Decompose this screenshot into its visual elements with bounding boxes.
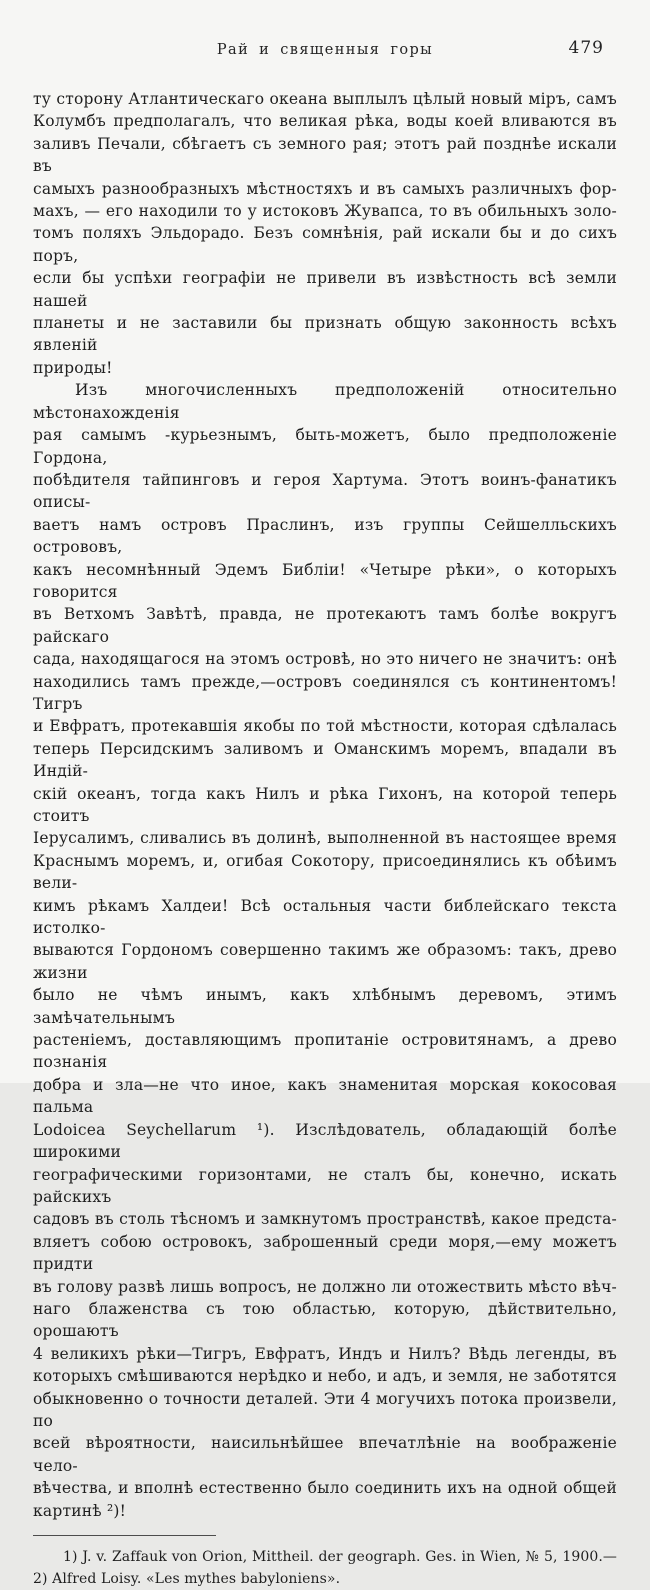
text-line: сада, находящагося на этомъ островѣ, но это ничего не значитъ: онѣ (33, 648, 617, 670)
text-line: кимъ рѣкамъ Халдеи! Всѣ остальныя части библейскаго текста истолко- (33, 895, 617, 940)
running-title: Рай и священныя горы (33, 42, 617, 59)
text-line: томъ поляхъ Эльдорадо. Безъ сомнѣнія, рай искали бы и до сихъ поръ, (33, 222, 617, 267)
text-line: ту сторону Атлантическаго океана выплылъ цѣлый новый міръ, самъ (33, 88, 617, 110)
text-line: самыхъ разнообразныхъ мѣстностяхъ и въ самыхъ различныхъ фор- (33, 178, 617, 200)
text-line: вываются Гордономъ совершенно такимъ же образомъ: такъ, древо жизни (33, 939, 617, 984)
text-line: растеніемъ, доставляющимъ пропитаніе островитянамъ, а древо познанія (33, 1029, 617, 1074)
text-line: скій океанъ, тогда какъ Нилъ и рѣка Гихонъ, на которой теперь стоитъ (33, 783, 617, 828)
text-line: 4 великихъ рѣки—Тигръ, Евфратъ, Индъ и Нилъ? Вѣдь легенды, въ (33, 1343, 617, 1365)
text-line: 1) J. v. Zaffauk von Orion, Mittheil. der geograph. Ges. in Wien, № 5, 1900.— (33, 1547, 617, 1569)
text-line: Изъ многочисленныхъ предположеній относительно мѣстонахожденія (33, 379, 617, 424)
text-line: Колумбъ предполагалъ, что великая рѣка, воды коей вливаются въ (33, 110, 617, 132)
text-line: всей вѣроятности, наисильнѣйшее впечатлѣніе на воображеніе чело- (33, 1432, 617, 1477)
text-line: Lodoicea Seychellarum ¹). Изслѣдователь, обладающій болѣе широкими (33, 1119, 617, 1164)
text-line: планеты и не заставили бы признать общую законность всѣхъ явленій (33, 312, 617, 357)
text-line: въ голову развѣ лишь вопросъ, не должно ли отожествить мѣсто вѣч- (33, 1276, 617, 1298)
text-line: въ Ветхомъ Завѣтѣ, правда, не протекаютъ тамъ болѣе вокругъ райскаго (33, 603, 617, 648)
text-line: побѣдителя тайпинговъ и героя Хартума. Этотъ воинъ-фанатикъ описы- (33, 469, 617, 514)
text-line: махъ, — его находили то у истоковъ Жувапса, то въ обильныхъ золо- (33, 200, 617, 222)
text-line: вѣчества, и вполнѣ естественно было соединить ихъ на одной общей (33, 1477, 617, 1499)
text-line: теперь Персидскимъ заливомъ и Оманскимъ моремъ, впадали въ Индій- (33, 738, 617, 783)
text-line: обыкновенно о точности деталей. Эти 4 могучихъ потока произвели, по (33, 1388, 617, 1433)
text-line: находились тамъ прежде,—островъ соединялся съ континентомъ! Тигръ (33, 671, 617, 716)
page-header (33, 42, 617, 59)
text-line: географическими горизонтами, не сталъ бы, конечно, искать райскихъ (33, 1164, 617, 1209)
text-line: Іерусалимъ, сливались въ долинѣ, выполненной въ настоящее время (33, 827, 617, 849)
text-line: 2) Alfred Loisy. «Les mythes babyloniens». (33, 1569, 617, 1590)
text-line: какъ несомнѣнный Эдемъ Библіи! «Четыре рѣки», о которыхъ говорится (33, 559, 617, 604)
text-line: наго блаженства съ тою областью, которую, дѣйствительно, орошаютъ (33, 1298, 617, 1343)
text-line: природы! (33, 357, 617, 379)
text-line: если бы успѣхи географіи не привели въ извѣстность всѣ земли нашей (33, 267, 617, 312)
text-line: картинѣ ²)! (33, 1500, 617, 1522)
text-line: рая самымъ -курьезнымъ, быть-можетъ, было предположеніе Гордона, (33, 424, 617, 469)
text-line: заливъ Печали, сбѣгаетъ съ земного рая; этотъ рай позднѣе искали въ (33, 133, 617, 178)
text-line: Краснымъ моремъ, и, огибая Сокотору, присоединялись къ обѣимъ вели- (33, 850, 617, 895)
text-line: было не чѣмъ инымъ, какъ хлѣбнымъ деревомъ, этимъ замѣчательнымъ (33, 984, 617, 1029)
page-number: 479 (569, 40, 604, 57)
text-line: которыхъ смѣшиваются нерѣдко и небо, и адъ, и земля, не заботятся (33, 1365, 617, 1387)
body-text (33, 88, 617, 1522)
text-line: ваетъ намъ островъ Праслинъ, изъ группы Сейшелльскихъ острововъ, (33, 514, 617, 559)
footnotes-block (33, 1547, 617, 1590)
paragraph-2 (33, 379, 617, 1522)
text-line: вляетъ собою островокъ, заброшенный среди моря,—ему можетъ придти (33, 1231, 617, 1276)
footnote-separator-rule (33, 1535, 216, 1536)
text-line: садовъ въ столь тѣсномъ и замкнутомъ пространствѣ, какое предста- (33, 1208, 617, 1230)
text-line: и Евфратъ, протекавшія якобы по той мѣстности, которая сдѣлалась (33, 715, 617, 737)
paragraph-1 (33, 88, 617, 379)
text-line: добра и зла—не что иное, какъ знаменитая морская кокосовая пальма (33, 1074, 617, 1119)
